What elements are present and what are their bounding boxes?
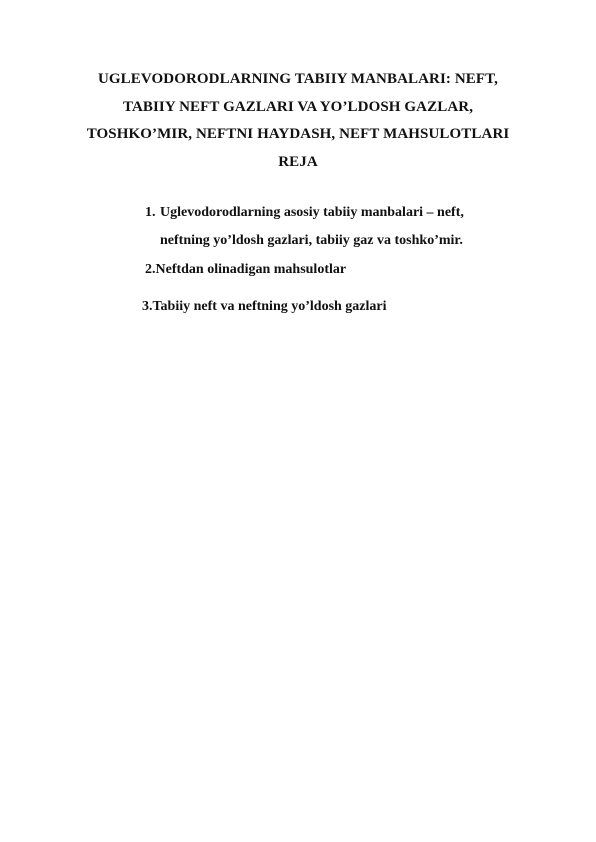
document-title <box>60 66 536 176</box>
plan-item-3: 3.Tabiiy neft va neftning yo’ldosh gazlari <box>142 299 387 314</box>
plan-item-1-line-2: neftning yo’ldosh gazlari, tabiiy gaz va toshko’mir. <box>160 233 463 248</box>
title-line: TABIIY NEFT GAZLARI VA YO’LDOSH GAZLAR, <box>122 98 474 115</box>
title-line: TOSHKO’MIR, NEFTNI HAYDASH, NEFT MAHSULOTLARI <box>86 126 510 142</box>
plan-item-2: 2.Neftdan olinadigan mahsulotlar <box>145 262 347 277</box>
title-line: UGLEVODORODLARNING TABIIY MANBALARI: NEFT, <box>97 71 499 87</box>
plan-heading: REJA <box>278 153 318 170</box>
plan-item-1-line-1: Uglevodorodlarning asosiy tabiiy manbalari – neft, <box>160 205 464 220</box>
plan-item-1-number: 1. <box>145 205 156 220</box>
